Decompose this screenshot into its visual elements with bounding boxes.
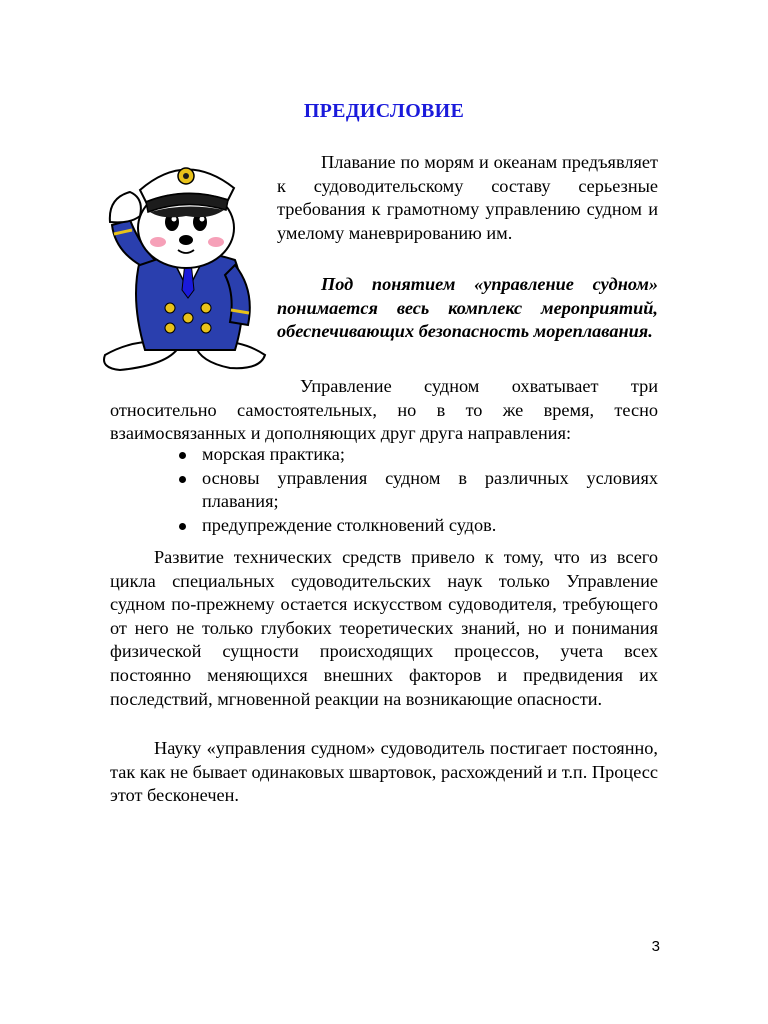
final-paragraph: Науку «управления судном» судоводитель постигает постоянно, так как не бывает одинаковых швартовок, расхождений и т.п. Процесс этот бесконечен. <box>110 738 658 806</box>
list-item: основы управления судном в различных условиях плавания; <box>178 467 658 514</box>
list-item: морская практика; <box>178 443 658 467</box>
seal-captain-mascot <box>100 150 270 385</box>
page-number: 3 <box>651 938 660 955</box>
bullet-icon <box>179 452 186 459</box>
page-title: ПРЕДИСЛОВИЕ <box>303 100 465 122</box>
intro-paragraph: Плавание по морям и океанам предъявляет к судоводительскому составу серьезные требования к грамотному управлению судном и умелому маневрированию им. <box>277 152 658 243</box>
development-paragraph: Развитие технических средств привело к тому, что из всего цикла специальных судоводительских наук только Управление судном по-прежнему остается искусством судоводителя, требующего от него не только глубоких теоретических знаний, но и понимания физической сущности происходящих процессов, учета всех постоянно меняющихся внешних факторов и предвидения их последствий, мгновенной реакции на возникающие опасности. <box>110 547 658 709</box>
bullet-icon <box>179 476 186 483</box>
bullet-icon <box>179 523 186 530</box>
directions-paragraph: Управление судном охватывает три относительно самостоятельных, но в то же время, тесно взаимосвязанных и дополняющих друг друга направления: <box>110 376 658 444</box>
definition-paragraph: Под понятием «управление судном» понимается весь комплекс мероприятий, обеспечивающих безопасность мореплавания. <box>277 274 658 342</box>
list-item: предупреждение столкновений судов. <box>178 514 658 538</box>
directions-list <box>178 443 658 537</box>
